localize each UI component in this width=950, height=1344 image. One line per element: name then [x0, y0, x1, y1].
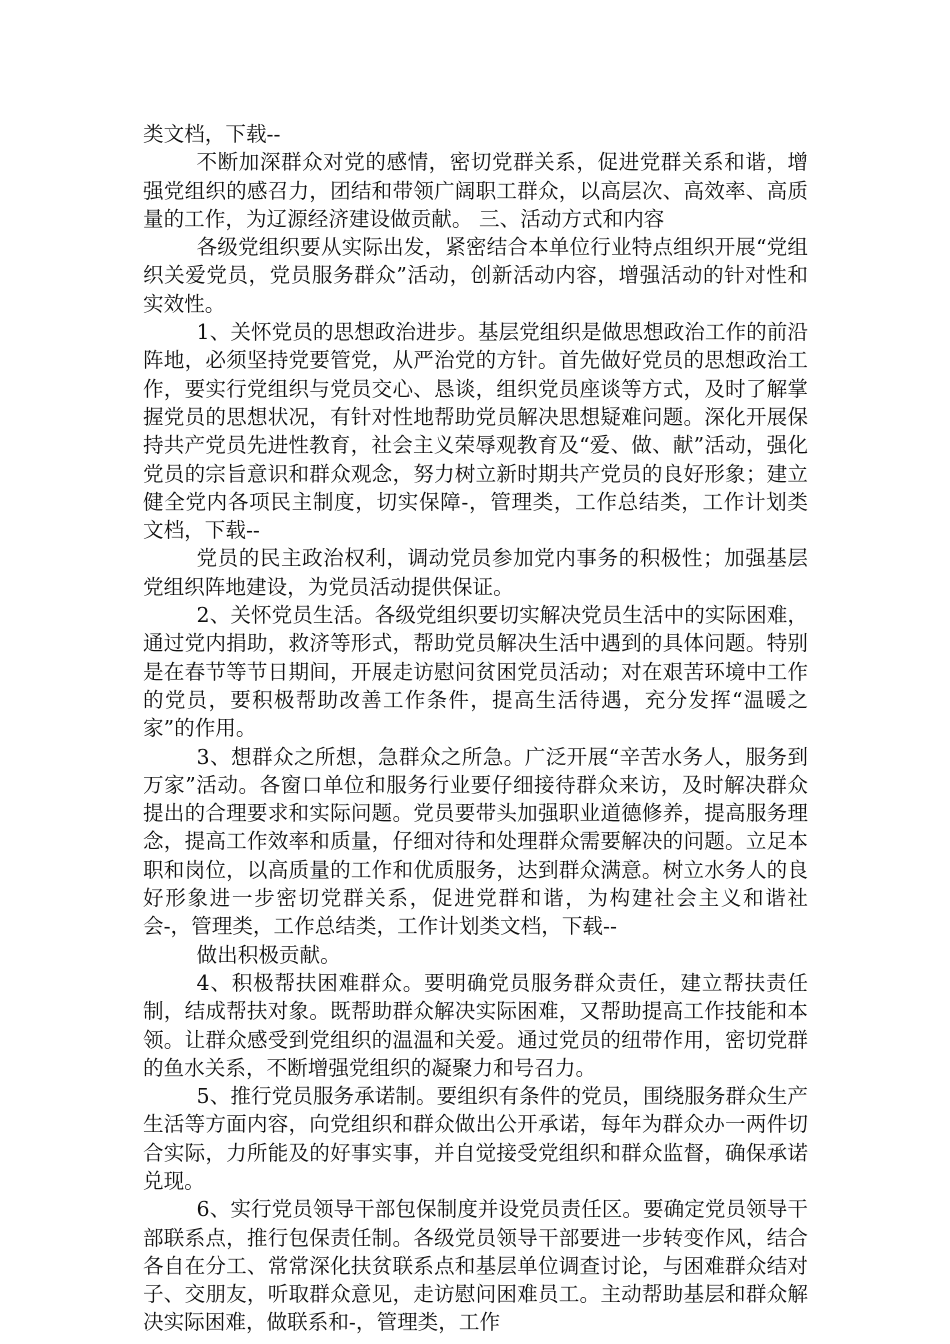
paragraph: 3、想群众之所想，急群众之所急。广泛开展“辛苦水务人，服务到万家”活动。各窗口单位和服务行业要仔细接待群众来访，及时解决群众提出的合理要求和实际问题。党员要带头加强职业道德修养，提高服务理念，提高工作效率和质量，仔细对待和处理群众需要解决的问题。立足本职和岗位，以高质量的工作和优质服务，达到群众满意。树立水务人的良好形象进一步密切党群关系，促进党群和谐，为构建社会主义和谐社会-，管理类，工作总结类，工作计划类文档，下载-- [143, 744, 808, 939]
paragraph: 5、推行党员服务承诺制。要组织有条件的党员，围绕服务群众生产生活等方面内容，向党组织和群众做出公开承诺，每年为群众办一两件切合实际，力所能及的好事实事，并自觉接受党组织和群众监督，确保承诺兑现。 [143, 1084, 808, 1193]
paragraph: 2、关怀党员生活。各级党组织要切实解决党员生活中的实际困难，通过党内捐助，救济等形式，帮助党员解决生活中遇到的具体问题。特别是在春节等节日期间，开展走访慰问贫困党员活动；对在艰苦环境中工作的党员，要积极帮助改善工作条件，提高生活待遇，充分发挥“温暖之家”的作用。 [143, 603, 808, 741]
paragraph: 1、关怀党员的思想政治进步。基层党组织是做思想政治工作的前沿阵地，必须坚持党要管党，从严治党的方针。首先做好党员的思想政治工作，要实行党组织与党员交心、恳谈，组织党员座谈等方式，及时了解掌握党员的思想状况，有针对性地帮助党员解决思想疑难问题。深化开展保持共产党员先进性教育，社会主义荣辱观教育及“爱、做、献”活动，强化党员的宗旨意识和群众观念，努力树立新时期共产党员的良好形象；建立健全党内各项民主制度，切实保障-，管理类，工作总结类，工作计划类文档，下载-- [143, 320, 808, 543]
document-page [143, 120, 808, 1337]
paragraph: 做出积极贡献。 [196, 942, 341, 967]
paragraph: 4、积极帮扶困难群众。要明确党员服务群众责任，建立帮扶责任制，结成帮扶对象。既帮助群众解决实际困难，又帮助提高工作技能和本领。让群众感受到党组织的温温和关爱。通过党员的纽带作用，密切党群的鱼水关系，不断增强党组织的凝聚力和号召力。 [143, 970, 808, 1080]
paragraph: 类文档，下载-- [143, 122, 281, 146]
paragraph: 党员的民主政治权利，调动党员参加党内事务的积极性；加强基层党组织阵地建设，为党员活动提供保证。 [143, 546, 808, 599]
paragraph: 6、实行党员领导干部包保制度并设党员责任区。要确定党员领导干部联系点，推行包保责任制。各级党员领导干部要进一步转变作风，结合各自在分工、常常深化扶贫联系点和基层单位调查讨论，与困难群众结对子、交朋友，听取群众意见，走访慰问困难员工。主动帮助基层和群众解决实际困难，做联系和-，管理类，工作 [143, 1197, 808, 1335]
paragraph: 各级党组织要从实际出发，紧密结合本单位行业特点组织开展“党组织关爱党员，党员服务群众”活动，创新活动内容，增强活动的针对性和实效性。 [143, 235, 808, 316]
paragraph: 不断加深群众对党的感情，密切党群关系，促进党群关系和谐，增强党组织的感召力，团结和带领广阔职工群众，以高层次、高效率、高质量的工作，为辽源经济建设做贡献。 三、活动方式和内容 [143, 150, 808, 231]
